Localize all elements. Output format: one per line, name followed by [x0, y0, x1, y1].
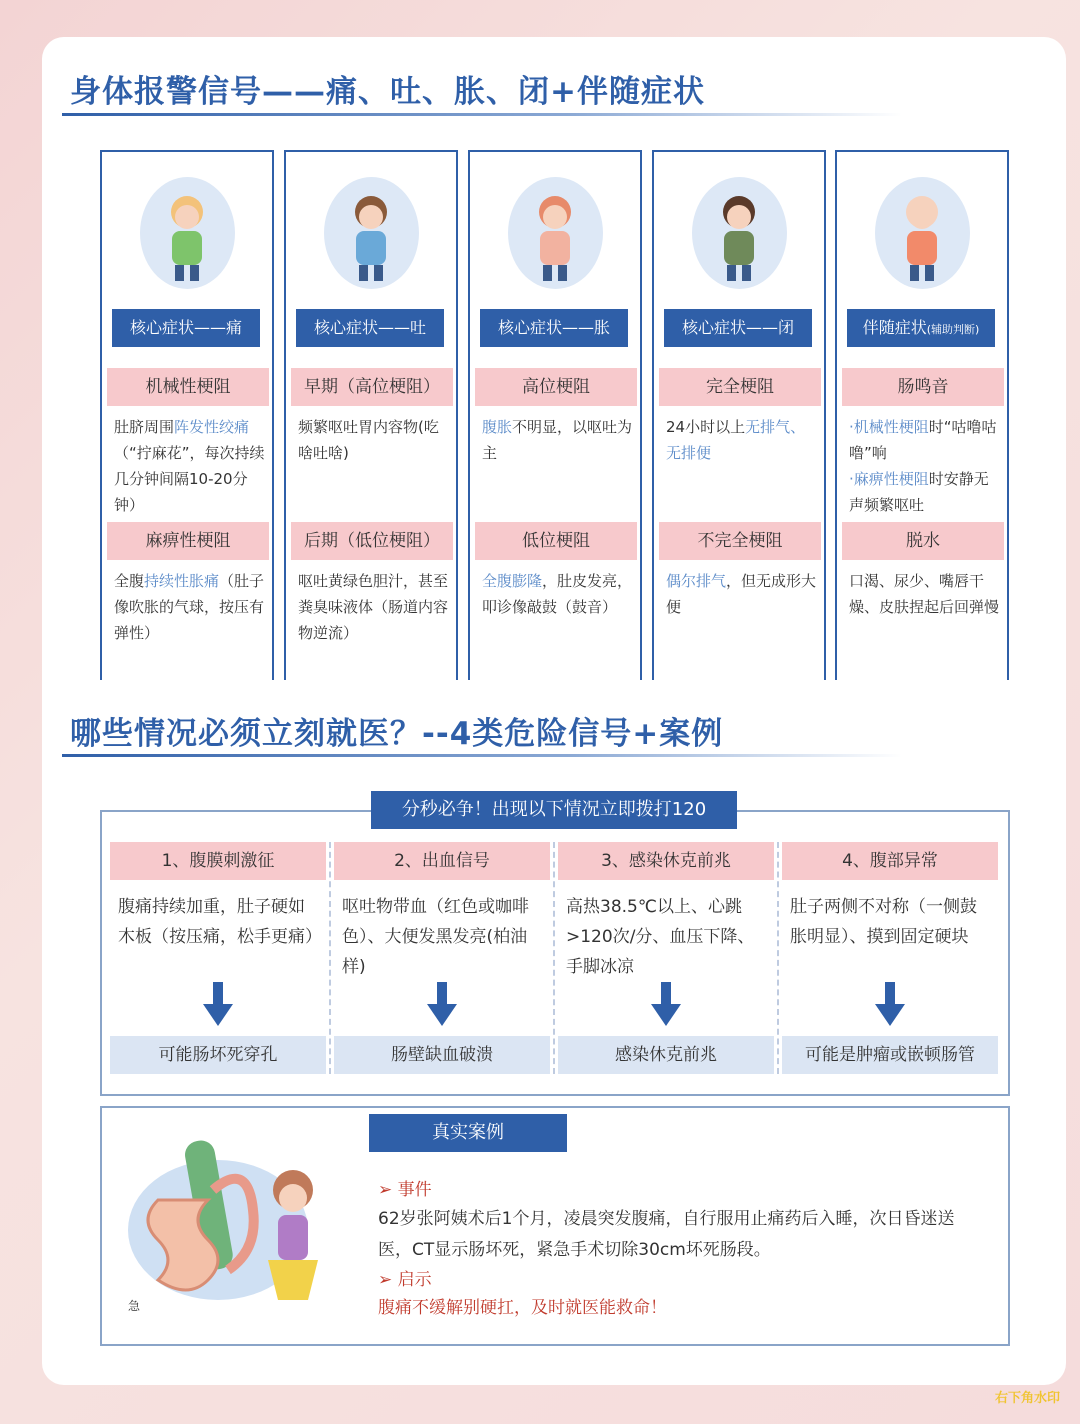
signal-header: 1、腹膜刺激征: [110, 842, 326, 880]
event-text: 62岁张阿姨术后1个月，凌晨突发腹痛，自行服用止痛药后入睡，次日昏迷送医，CT显示肠坏死，紧急手术切除30cm坏死肠段。: [378, 1209, 955, 1260]
signal-result: 可能是肿瘤或嵌顿肠管: [782, 1036, 998, 1074]
symptom-column: [468, 150, 642, 680]
signal-description: 肚子两侧不对称（一侧鼓胀明显）、摸到固定硬块: [790, 897, 977, 947]
symptom-column: [652, 150, 826, 680]
core-symptom-label: 伴随症状(辅助判断): [847, 309, 995, 347]
section2-underline: [62, 754, 902, 757]
signal-header: 3、感染休克前兆: [558, 842, 774, 880]
subtype-header: 脱水: [842, 522, 1004, 560]
danger-signal: [334, 842, 550, 1078]
subtype-header: 完全梗阻: [659, 368, 821, 406]
section2-title: 哪些情况必须立刻就医？--4类危险信号+案例: [70, 716, 724, 752]
signal-result: 感染休克前兆: [558, 1036, 774, 1074]
core-symptom-label: 核心症状——痛: [112, 309, 260, 347]
subtype-description: ·机械性梗阻时“咕噜咕噜”响 ·麻痹性梗阻时安静无声频繁呕吐: [849, 418, 997, 514]
lesson-label: ➢ 启示: [378, 1270, 432, 1290]
core-symptom-label: 核心症状——闭: [664, 309, 812, 347]
subtype-header: 不完全梗阻: [659, 522, 821, 560]
urgent-banner: 分秒必争！出现以下情况立即拨打120: [371, 791, 737, 829]
subtype-description: 24小时以上无排气、无排便: [666, 418, 806, 462]
subtype-description: 偶尔排气，但无成形大便: [666, 572, 817, 616]
danger-signal: [782, 842, 998, 1078]
column-divider: [553, 842, 555, 1074]
symptom-column: [284, 150, 458, 680]
subtype-header: 麻痹性梗阻: [107, 522, 269, 560]
signal-description: 高热38.5℃以上、心跳>120次/分、血压下降、手脚冰凉: [566, 897, 755, 977]
subtype-header: 早期（高位梗阻）: [291, 368, 453, 406]
subtype-description: 全腹持续性胀痛（肚子像吹胀的气球，按压有弹性）: [114, 572, 265, 642]
subtype-description: 肚脐周围阵发性绞痛（“拧麻花”，每次持续几分钟间隔10-20分钟）: [114, 418, 265, 514]
symptom-column: [100, 150, 274, 680]
subtype-header: 低位梗阻: [475, 522, 637, 560]
subtype-header: 肠鸣音: [842, 368, 1004, 406]
symptom-illustration: [324, 177, 419, 289]
event-label: ➢ 事件: [378, 1180, 432, 1200]
subtype-header: 机械性梗阻: [107, 368, 269, 406]
subtype-description: 全腹膨隆，肚皮发亮，叩诊像敲鼓（鼓音）: [482, 572, 633, 616]
arrow-down-icon: [651, 982, 681, 1026]
core-symptom-label: 核心症状——吐: [296, 309, 444, 347]
arrow-right-icon: ➢: [378, 1180, 398, 1200]
case-header: 真实案例: [369, 1114, 567, 1152]
signal-header: 4、腹部异常: [782, 842, 998, 880]
section1-title: 身体报警信号——痛、吐、胀、闭+伴随症状: [70, 74, 705, 110]
column-divider: [777, 842, 779, 1074]
signal-result: 可能肠坏死穿孔: [110, 1036, 326, 1074]
signal-header: 2、出血信号: [334, 842, 550, 880]
danger-signal: [558, 842, 774, 1078]
symptom-illustration: [140, 177, 235, 289]
subtype-header: 高位梗阻: [475, 368, 637, 406]
signal-description: 呕吐物带血（红色或咖啡色）、大便发黑发亮(柏油样): [342, 897, 529, 977]
subtype-description: 频繁呕吐胃内容物(吃啥吐啥): [298, 418, 439, 462]
case-illustration: [118, 1130, 368, 1320]
watermark: 右下角水印: [994, 1391, 1060, 1406]
section1-underline: [62, 113, 902, 116]
arrow-down-icon: [203, 982, 233, 1026]
subtype-header: 后期（低位梗阻）: [291, 522, 453, 560]
arrow-down-icon: [875, 982, 905, 1026]
arrow-right-icon: ➢: [378, 1270, 398, 1290]
symptom-illustration: [508, 177, 603, 289]
core-symptom-label: 核心症状——胀: [480, 309, 628, 347]
signal-result: 肠壁缺血破溃: [334, 1036, 550, 1074]
symptom-illustration: [875, 177, 970, 289]
symptom-column: [835, 150, 1009, 680]
danger-signal: [110, 842, 326, 1078]
column-divider: [329, 842, 331, 1074]
subtype-description: 腹胀不明显，以呕吐为主: [482, 418, 633, 462]
lesson-text: 腹痛不缓解别硬扛，及时就医能救命！: [378, 1298, 667, 1318]
illustration-text: 急: [128, 1299, 141, 1313]
subtype-description: 口渴、尿少、嘴唇干燥、皮肤捏起后回弹慢: [849, 572, 1000, 616]
signal-description: 腹痛持续加重，肚子硬如木板（按压痛，松手更痛）: [118, 897, 322, 947]
symptom-illustration: [692, 177, 787, 289]
arrow-down-icon: [427, 982, 457, 1026]
subtype-description: 呕吐黄绿色胆汁，甚至粪臭味液体（肠道内容物逆流）: [298, 572, 449, 642]
